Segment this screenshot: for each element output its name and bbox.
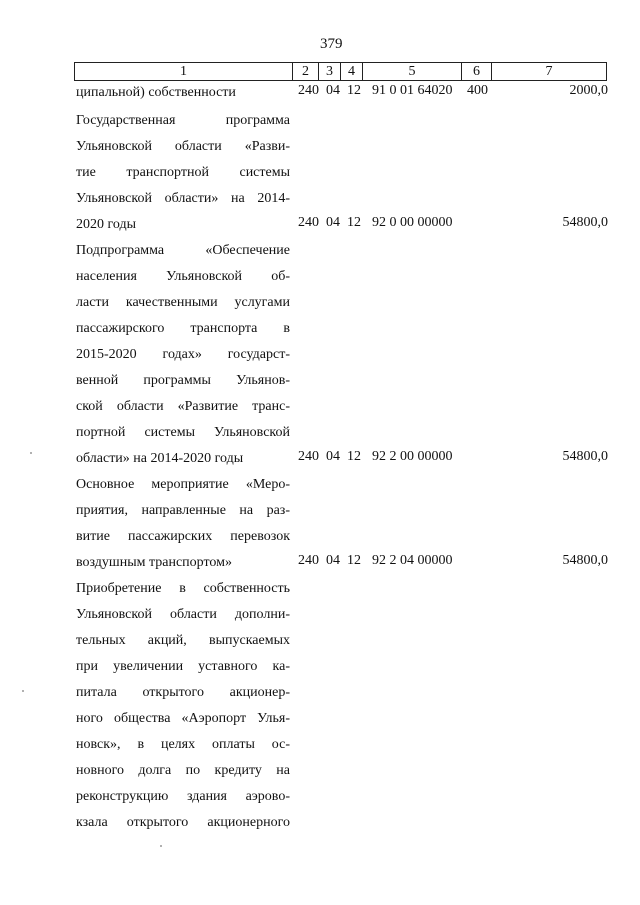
description-line: венной программы Ульянов- [76,373,290,388]
description-line: при увеличении уставного ка- [76,659,290,674]
description-line: витие пассажирских перевозок [76,529,290,544]
scan-speck [160,845,162,847]
header-col-3: 3 [319,63,341,81]
description-line: кзала открытого акционерного [76,815,290,830]
description-line: ласти качественными услугами [76,295,290,310]
description-line: Приобретение в собственность [76,581,290,596]
header-col-1: 1 [75,63,293,81]
description-line: тельных акций, выпускаемых [76,633,290,648]
description-line: питала открытого акционер- [76,685,290,700]
cell-col-7: 54800,0 [562,449,608,464]
description-line: воздушным транспортом» [76,555,232,570]
row-description [76,576,290,836]
header-col-6: 6 [462,63,492,81]
row-description [76,108,290,238]
cell-col-3: 04 [326,553,340,568]
cell-col-7: 54800,0 [562,215,608,230]
cell-col-6: 400 [467,83,488,98]
description-line: приятия, направленные на раз- [76,503,290,518]
description-line: пассажирского транспорта в [76,321,290,336]
description-line: 2020 годы [76,217,137,232]
cell-col-5: 91 0 01 64020 [372,83,453,98]
header-col-2: 2 [293,63,319,81]
page-number: 379 [320,36,343,52]
description-line: ного общества «Аэропорт Улья- [76,711,290,726]
cell-col-3: 04 [326,83,340,98]
description-line: Подпрограмма «Обеспечение [76,243,290,258]
header-col-4: 4 [341,63,363,81]
description-line: населения Ульяновской об- [76,269,290,284]
row-description [76,80,290,106]
description-line: 2015-2020 годах» государст- [76,347,290,362]
cell-col-2: 240 [298,215,319,230]
cell-col-4: 12 [347,449,361,464]
description-line: Основное мероприятие «Меро- [76,477,290,492]
header-col-5: 5 [363,63,462,81]
description-line: Ульяновской области «Разви- [76,139,290,154]
description-line: Ульяновской области дополни- [76,607,290,622]
cell-col-2: 240 [298,449,319,464]
cell-col-4: 12 [347,553,361,568]
cell-col-7: 2000,0 [569,83,608,98]
description-line: области» на 2014-2020 годы [76,451,244,466]
description-line: тие транспортной системы [76,165,290,180]
description-line: новск», в целях оплаты ос- [76,737,290,752]
description-line: Ульяновской области» на 2014- [76,191,290,206]
description-line: портной системы Ульяновской [76,425,290,440]
description-line: ципальной) собственности [76,85,236,100]
cell-col-2: 240 [298,83,319,98]
description-line: реконструкцию здания аэрово- [76,789,290,804]
cell-col-3: 04 [326,215,340,230]
description-line: новного долга по кредиту на [76,763,290,778]
description-line: ской области «Развитие транс- [76,399,290,414]
cell-col-4: 12 [347,83,361,98]
cell-col-5: 92 2 00 00000 [372,449,453,464]
cell-col-4: 12 [347,215,361,230]
cell-col-5: 92 0 00 00000 [372,215,453,230]
column-header-table [74,62,607,81]
scan-speck [30,452,32,454]
row-description [76,472,290,576]
scan-speck [22,690,24,692]
cell-col-7: 54800,0 [562,553,608,568]
cell-col-5: 92 2 04 00000 [372,553,453,568]
cell-col-2: 240 [298,553,319,568]
cell-col-3: 04 [326,449,340,464]
description-line: Государственная программа [76,113,290,128]
row-description [76,238,290,472]
header-col-7: 7 [492,63,607,81]
